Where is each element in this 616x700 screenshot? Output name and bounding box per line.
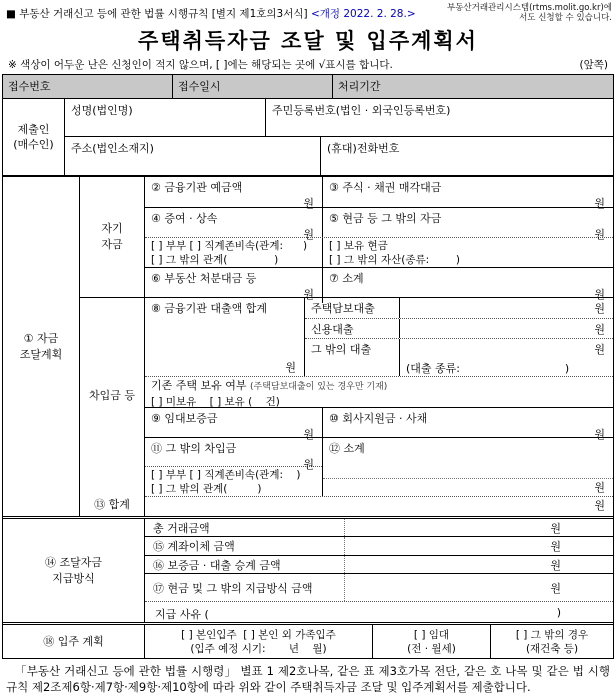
cash-amount-field[interactable] (345, 574, 613, 601)
self-funds-row-3 (145, 238, 613, 268)
self-subtotal-label: ⑦ 소계 (329, 272, 364, 285)
bank-loan-row (145, 298, 613, 377)
borrowing-checkbox-line1[interactable]: [ ] 부부 [ ] 직계존비속(관계: ) (151, 469, 301, 481)
phone-label: (휴대)전화번호 (327, 142, 400, 155)
payment-reason-row (145, 602, 613, 622)
receipt-number-cell (3, 75, 173, 98)
online-application-note (447, 3, 612, 23)
rental-deposit-label: ⑨ 임대보증금 (151, 412, 218, 425)
occupancy-rent-line2: (전 · 월세) (407, 642, 456, 655)
occupancy-plan-section (3, 625, 613, 658)
won-unit: 원 (303, 458, 314, 471)
stock-sale-field[interactable] (323, 177, 613, 210)
gift-relation-checkboxes[interactable] (145, 238, 323, 267)
occupancy-label: ⑱ 입주 계획 (3, 625, 145, 658)
borrowed-row-2 (145, 408, 613, 441)
bank-loan-total-label: ⑧ 금융기관 대출액 합계 (151, 302, 267, 315)
won-unit: 원 (594, 499, 605, 512)
gift-inherit-field[interactable] (145, 208, 323, 241)
revision-note: <개정 2022. 2. 28.> (310, 8, 416, 20)
cash-checkbox-line1[interactable]: [ ] 보유 현금 (329, 240, 388, 252)
won-unit: 원 (594, 288, 605, 301)
borrowing-checkbox-line2[interactable]: [ ] 그 밖의 관계( ) (151, 482, 262, 495)
credit-loan-field[interactable] (400, 319, 613, 338)
self-funds-row-2 (145, 208, 613, 241)
won-unit: 원 (550, 558, 561, 572)
existing-home-options[interactable]: [ ] 미보유 [ ] 보유 ( 건) (151, 395, 280, 408)
won-unit: 원 (303, 228, 314, 241)
won-unit: 원 (594, 343, 605, 356)
occupancy-option-rent[interactable] (373, 625, 491, 658)
receipt-row (3, 75, 613, 99)
payment-label-line1: ⑭ 조달자금 (44, 555, 102, 569)
id-number-field[interactable] (266, 99, 613, 136)
existing-home-title-text: 기존 주택 보유 여부 (151, 379, 247, 392)
regulation-text: ■ 부동산 거래신고 등에 관한 법률 시행규칙 [별지 제1호의3서식] (6, 8, 308, 20)
payment-method-section (3, 519, 613, 625)
other-loan-label: 그 밖의 대출 (305, 339, 400, 376)
form-table (2, 74, 614, 659)
occupancy-other-line1[interactable]: [ ] 그 밖의 경우 (515, 628, 589, 641)
self-funds-label-line2: 자금 (101, 238, 123, 251)
cash-amount-label: ⑰ 현금 및 그 밖의 지급방식 금액 (145, 574, 345, 601)
credit-loan-row (305, 319, 613, 339)
won-unit: 원 (303, 197, 314, 210)
won-unit: 원 (594, 228, 605, 241)
loan-subtotal-field[interactable] (323, 438, 613, 496)
payment-reason-label: 지급 사유 ( (155, 608, 209, 621)
self-funds-label-line1: 자기 (101, 222, 123, 235)
cash-checkbox-line2[interactable]: [ ] 그 밖의 자산(종류: ) (329, 253, 460, 266)
credit-loan-label: 신용대출 (305, 319, 400, 338)
funding-total-row (80, 494, 613, 516)
name-field[interactable] (65, 99, 266, 136)
transfer-amount-label: ⑮ 계좌이체 금액 (145, 537, 345, 555)
address-field[interactable] (65, 137, 321, 175)
total-amount-field[interactable] (345, 519, 613, 536)
rental-deposit-field[interactable] (145, 408, 323, 441)
applicant-section (3, 99, 613, 177)
total-amount-row (145, 519, 613, 537)
receipt-number-label: 접수번호 (8, 80, 51, 93)
other-loan-row (305, 339, 613, 376)
gift-checkbox-line1[interactable]: [ ] 부부 [ ] 직계존비속(관계: ) (151, 240, 308, 252)
succession-amount-row (145, 556, 613, 574)
gift-checkbox-line2[interactable]: [ ] 그 밖의 관계( ) (151, 253, 279, 266)
existing-home-row (145, 377, 613, 408)
existing-home-note: (주택담보대출이 있는 경우만 기재) (250, 382, 388, 392)
existing-home-title (145, 377, 613, 395)
bank-loan-total-field[interactable] (145, 298, 305, 376)
funding-label-line1: ① 자금 (23, 331, 59, 345)
payment-method-label (3, 519, 145, 622)
funding-plan-section (3, 177, 613, 519)
transfer-amount-row (145, 537, 613, 556)
succession-amount-field[interactable] (345, 556, 613, 573)
won-unit: 원 (550, 521, 561, 535)
online-note-line2: 서도 신청할 수 있습니다. (519, 13, 612, 23)
company-support-field[interactable] (323, 408, 613, 441)
occupancy-rent-line1[interactable]: [ ] 임대 (413, 628, 450, 641)
loan-kind-field[interactable]: (대출 종류: ) (406, 362, 570, 375)
borrowed-funds-section (80, 298, 613, 494)
regulation-reference (6, 3, 416, 23)
mortgage-field[interactable] (400, 298, 613, 318)
stock-sale-label: ③ 주식 · 채권 매각대금 (329, 181, 442, 194)
occupancy-option-other[interactable] (491, 625, 613, 658)
won-unit: 원 (594, 322, 605, 336)
applicant-row-name (65, 99, 613, 137)
borrowed-funds-label-text: 차입금 등 (88, 389, 135, 402)
occupancy-option-self[interactable] (145, 625, 373, 658)
won-unit: 원 (550, 540, 561, 553)
form-header (0, 0, 616, 23)
property-sale-label: ⑥ 부동산 처분대금 등 (151, 272, 257, 285)
address-label: 주소(법인소재지) (71, 142, 154, 155)
occupancy-self-line2: (입주 예정 시기: 년 월) (190, 642, 327, 655)
cash-other-field[interactable] (323, 208, 613, 241)
won-unit: 원 (303, 428, 314, 441)
processing-period-label: 처리기간 (338, 80, 381, 93)
funding-total-field[interactable] (145, 494, 613, 516)
funding-label-line2: 조달계획 (19, 347, 63, 361)
receipt-datetime-label: 접수일시 (178, 80, 221, 93)
payment-reason-field[interactable] (145, 602, 557, 622)
mortgage-row (305, 298, 613, 319)
other-borrowing-label: ⑪ 그 밖의 차입금 (151, 442, 237, 455)
self-funds-label (80, 177, 145, 297)
borrowed-row-3 (145, 438, 613, 497)
succession-amount-label: ⑯ 보증금 · 대출 승계 금액 (145, 556, 345, 573)
won-unit: 원 (550, 581, 561, 595)
applicant-label-line2: (매수인) (13, 138, 54, 151)
bank-deposit-field[interactable] (145, 177, 323, 210)
applicant-row-address (65, 137, 613, 175)
funding-plan-label (3, 177, 80, 516)
instruction-row (0, 55, 616, 74)
applicant-label-line1: 제출인 (17, 123, 50, 136)
funding-total-label: ⑬ 합계 (80, 494, 145, 516)
total-amount-label: 총 거래금액 (145, 519, 345, 536)
form-title: 주택취득자금 조달 및 입주계획서 (138, 29, 478, 53)
borrowing-relation-checkboxes[interactable] (145, 467, 322, 496)
occupancy-self-line1[interactable]: [ ] 본인입주 [ ] 본인 외 가족입주 (181, 628, 336, 641)
name-label: 성명(법인명) (71, 104, 133, 117)
declaration-text: 「부동산 거래신고 등에 관한 법률 시행령」 별표 1 제2호나목, 같은 표 제3호가목 전단, 같은 호 나목 및 같은 법 시행규칙 제2조제6항·제7항·제9항·제10항에 따라 위와 같이 주택취득자금 조달 및 입주계획서를 제출합니다. (6, 664, 610, 694)
won-unit: 원 (594, 197, 605, 210)
fill-instruction: ※ 색상이 어두운 난은 신청인이 적지 않으며, [ ]에는 해당되는 곳에 √표시를 합니다. (8, 59, 393, 71)
applicant-label (3, 99, 65, 175)
occupancy-other-line2: (재건축 등) (525, 642, 579, 655)
cash-other-label: ⑤ 현금 등 그 밖의 자금 (329, 212, 442, 225)
self-funds-section (80, 177, 613, 301)
won-unit: 원 (303, 288, 314, 301)
company-support-label: ⑩ 회사지원금 · 사채 (329, 412, 428, 425)
won-unit: 원 (594, 428, 605, 441)
page-side-label: (앞쪽) (579, 59, 608, 71)
other-borrowing-field[interactable] (145, 438, 322, 471)
won-unit: 원 (594, 302, 605, 315)
transfer-amount-field[interactable] (345, 537, 613, 555)
self-funds-row-1 (145, 177, 613, 208)
processing-period-cell (333, 75, 613, 98)
bank-deposit-label: ② 금융기관 예금액 (151, 181, 243, 194)
won-unit: 원 (285, 361, 296, 374)
receipt-datetime-cell (173, 75, 333, 98)
id-number-label: 주민등록번호(법인 · 외국인등록번호) (272, 104, 451, 117)
cash-type-checkboxes[interactable] (323, 238, 613, 267)
gift-inherit-label: ④ 증여 · 상속 (151, 212, 218, 225)
payment-label-line2: 지급방식 (52, 571, 95, 585)
won-unit: 원 (323, 478, 613, 496)
payment-reason-close: ) (556, 606, 561, 619)
online-note-line1: 부동산거래관리시스템(rtms.molit.go.kr)에 (447, 3, 612, 13)
other-loan-field[interactable] (400, 339, 613, 376)
mortgage-label: 주택담보대출 (305, 298, 400, 318)
loan-subtotal-label: ⑫ 소계 (329, 442, 365, 455)
phone-field[interactable] (321, 137, 613, 175)
borrowed-funds-label (80, 298, 145, 494)
cash-amount-row (145, 574, 613, 602)
